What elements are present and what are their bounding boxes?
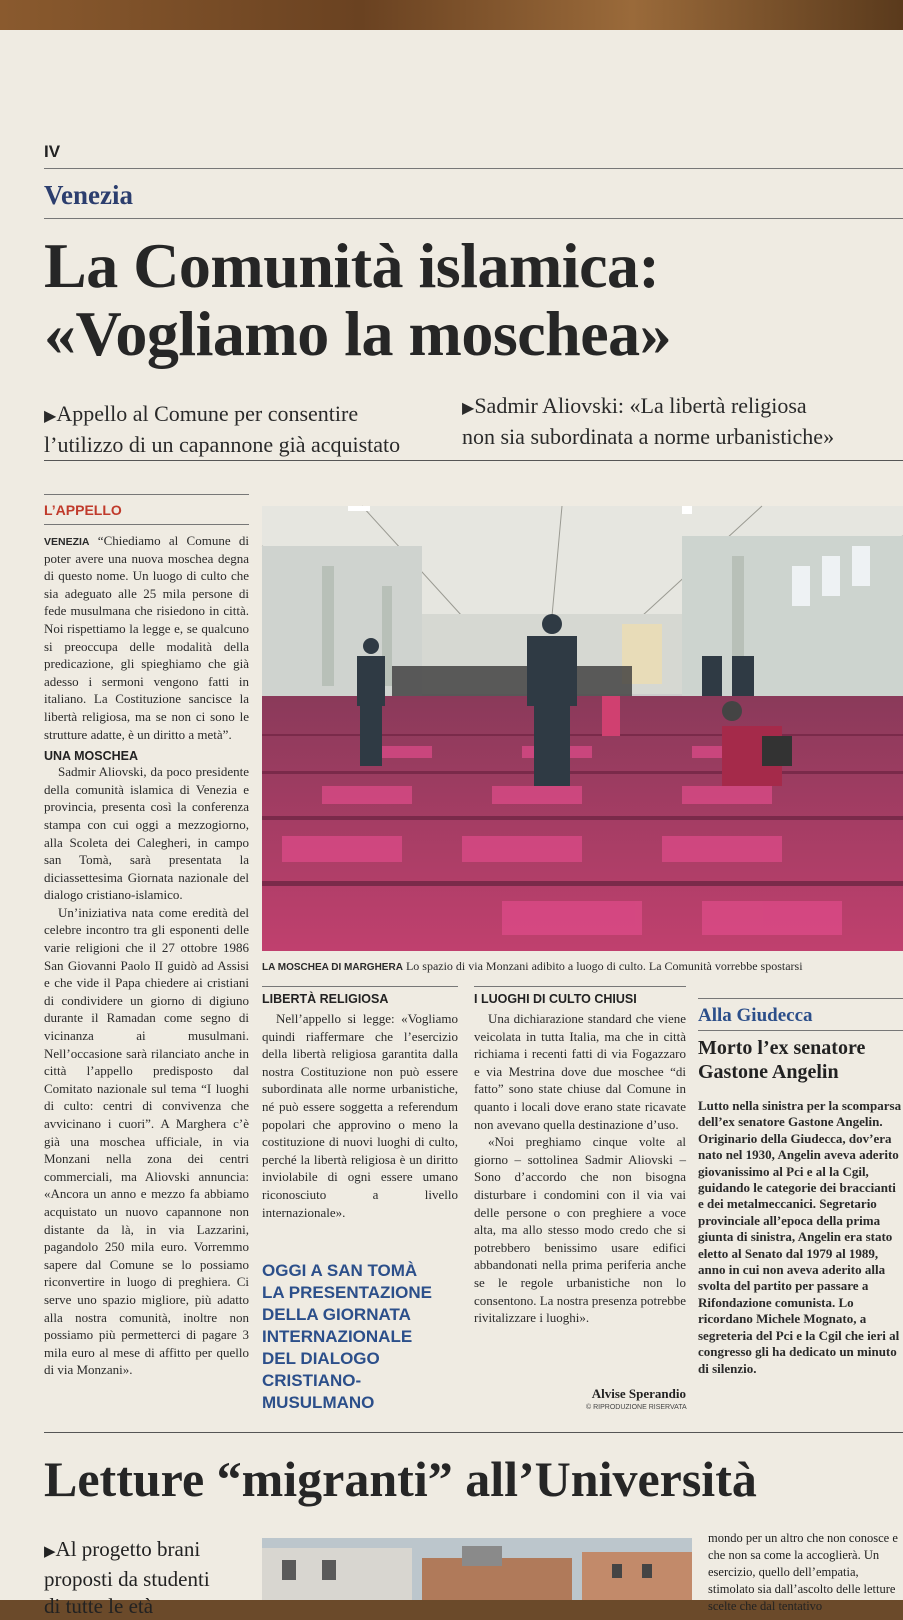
subheadline-left — [44, 400, 454, 459]
col1-top-rule — [44, 494, 249, 495]
col1-paragraph-3: Un’iniziativa nata come eredità del celebre incontro tra gli esponenti delle varie religioni che il 27 ottobre 1986 San Giovanni Paolo II guidò ad Assisi e che vide il Papa chiedere ai cristiani di condividere un giorno di digiuno durante il Ramadan come segno di vicinanza ai musulmani. Nell’occasione sarà rilanciato anche in città l’appello predisposto dal Comitato nazionale sul tema “I luoghi di culto: centri di convivenza che avvicinano i cuori”. A Marghera c’è già una moschea ufficiale, in via Monzani nella zona dei centri commerciali, ma Aliovski annuncia: «Ancora un anno e mezzo fa abbiamo acquistato un nuovo capannone non distante da là, in via Lazzarini, pagandolo 250 mila euro. Vorremmo sapere dal Comune se lo possiamo riconvertire in luogo di preghiera. Ci serve uno spazio migliore, più adatto alla nostra comunità, inoltre non possiamo più permetterci di pagare 3 mila euro al mese di affitto per quello di via Monzani». — [44, 904, 249, 1378]
col3-top-rule — [474, 986, 686, 987]
col2-paragraph-1: Nell’appello si legge: «Vogliamo quindi riaffermare che l’esercizio della libertà religiosa garantita dalla nostra Costituzione non può essere subordinata alle norme urbanistiche, né può essere soggetta a referendum popolari che approvino o meno la costituzione di nuovi luoghi di culto, perché la libertà religiosa è un diritto inviolabile di ogni essere umano riconosciuto a livello internazionale». — [262, 1011, 458, 1220]
col2-top-rule — [262, 986, 458, 987]
col1-paragraph-2: Sadmir Aliovski, da poco presidente della comunità islamica di Venezia e provincia, presenta così la conferenza stampa con cui oggi a mezzogiorno, alla Scoleta dei Calegheri, in campo san Tomà, sarà presentata la diciassettesima Giornata nazionale del dialogo cristiano-islamico. — [44, 764, 249, 903]
lower-subheadline — [44, 1536, 254, 1620]
sidebar-title-line-1: Morto l’ex senatore — [698, 1037, 866, 1059]
sub-right-line-2: non sia subordinata a norme urbanistiche» — [462, 424, 835, 449]
sidebar-title — [698, 1036, 865, 1084]
sidebar-top-rule — [698, 998, 903, 999]
venice-buildings-photo — [262, 1538, 692, 1600]
lower-sub-line-2: proposti da studenti — [44, 1567, 210, 1591]
caption-text: Lo spazio di via Monzani adibito a luogo di culto. La Comunità vorrebbe spostarsi — [405, 959, 803, 973]
triangle-bullet-icon: ▶ — [44, 1544, 56, 1560]
mosque-photo — [262, 506, 903, 951]
section-title: Venezia — [44, 180, 133, 210]
photo-caption — [262, 959, 803, 974]
lower-sub-line-1: Al progetto brani — [55, 1537, 201, 1561]
pull-quote — [262, 1260, 462, 1414]
top-rule — [44, 168, 903, 169]
sidebar-title-line-2: Gastone Angelin — [698, 1061, 839, 1083]
dateline: VENEZIA — [44, 536, 90, 548]
quote-line: DEL DIALOGO — [262, 1349, 380, 1368]
deck-rule — [44, 460, 903, 461]
section-rule — [44, 218, 903, 219]
lower-article-rule — [44, 1432, 903, 1433]
quote-line: CRISTIANO-MUSULMANO — [262, 1371, 375, 1412]
column-3-text — [474, 1010, 686, 1382]
headline-line-2: «Vogliamo la moschea» — [44, 298, 672, 369]
column-1-text — [44, 532, 249, 1412]
col3-label: I LUOGHI DI CULTO CHIUSI — [474, 992, 637, 1006]
caption-label: LA MOSCHEA DI MARGHERA — [262, 962, 403, 973]
sub-left-line-1: Appello al Comune per consentire — [56, 401, 359, 426]
buildings-illustration — [262, 1538, 692, 1600]
sub-left-line-2: l’utilizzo di un capannone già acquistato — [44, 432, 401, 457]
sidebar-body: Lutto nella sinistra per la scomparsa dell’ex senatore Gastone Angelin. Originario della Giudecca, dov’era nato nel 1930, Angelin aveva aderito giovanissimo al Pci e al la Cgil, guidando le categorie dei braccianti e dei metalmeccanici. Segretario provinciale all’epoca della prima giunta di sinistra, Angelin era stato eletto al Senato dal 1979 al 1989, anno in cui non aveva aderito alla svolta del partito per passare a Rifondazione comunista. Lo ricordano Michele Mognato, a segreteria del Pci e la Cgil che ieri al congresso gli ha dedicato un minuto di silenzio. — [698, 1098, 902, 1376]
author-signature: Alvise Sperandio — [591, 1386, 686, 1401]
main-headline — [44, 232, 671, 368]
col3-paragraph-1: Una dichiarazione standard che viene veicolata in tutta Italia, ma che in città richiama i recenti fatti di via Fogazzaro e via Mestrina dove due moschee “di fatto” sono state chiuse dal Comune in quanto i locali dove erano state ricavate non avevano quella destinazione d’uso. — [474, 1011, 686, 1132]
col1-label-moschea: UNA MOSCHEA — [44, 749, 138, 764]
col1-kicker-rule — [44, 524, 249, 525]
quote-line: LA PRESENTAZIONE — [262, 1283, 433, 1302]
headline-line-1: La Comunità islamica: — [44, 230, 660, 301]
quote-line: OGGI A SAN TOMÀ — [262, 1261, 418, 1280]
mosque-interior-illustration — [262, 506, 903, 951]
appeal-kicker: L’APPELLO — [44, 502, 122, 518]
column-2-text — [262, 1010, 458, 1236]
lower-article-text: mondo per un altro che non conosce e che non sa come la accoglierà. Un esercizio, quello dell’empatia, stimolato sia dall’ascolto delle letture scelte che dal tentativo — [708, 1531, 898, 1613]
quote-line: INTERNAZIONALE — [262, 1327, 413, 1346]
triangle-bullet-icon: ▶ — [44, 408, 57, 425]
col1-paragraph-1: “Chiediamo al Comune di poter avere una nuova moschea degna di questo nome. Un luogo di culto che sia adeguato alle 25 mila persone di fede musulmana che risiedono in città. Noi rispettiamo la legge e, se qualcuno si preoccupa delle modalità della predicazione, gli spieghiamo che già adesso i sermoni vengono fatti in italiano. La Costituzione sancisce la libertà religiosa, ma se non ci sono le strutture adatte, è un diritto a metà”. — [44, 533, 249, 742]
col3-paragraph-2: «Noi preghiamo cinque volte al giorno – sottolinea Sadmir Aliovski – Sono d’accordo che non bisogna disturbare i condomini con il via vai delle persone o con preghiere a voce alta, ma allo stesso modo credo che si potrebbero benissimo usare edifici abbandonati nella prima periferia anche se le regole urbanistiche non lo consentono. La nostra presenza potrebbe rivitalizzare i luoghi». — [474, 1134, 686, 1326]
sub-right-line-1: Sadmir Aliovski: «La libertà religiosa — [474, 393, 807, 418]
lower-sub-line-3: di tutte le età — [44, 1594, 154, 1618]
quote-line: DELLA GIORNATA — [262, 1305, 411, 1324]
triangle-bullet-icon: ▶ — [462, 400, 475, 417]
copyright-note: © RIPRODUZIONE RISERVATA — [586, 1404, 687, 1411]
subheadline-right — [462, 392, 903, 451]
col2-label: LIBERTÀ RELIGIOSA — [262, 992, 389, 1006]
lower-headline: Letture “migranti” all’Università — [44, 1451, 757, 1507]
page-number: IV — [44, 142, 61, 161]
sidebar-kicker: Alla Giudecca — [698, 1005, 813, 1026]
sidebar-kicker-rule — [698, 1030, 903, 1031]
